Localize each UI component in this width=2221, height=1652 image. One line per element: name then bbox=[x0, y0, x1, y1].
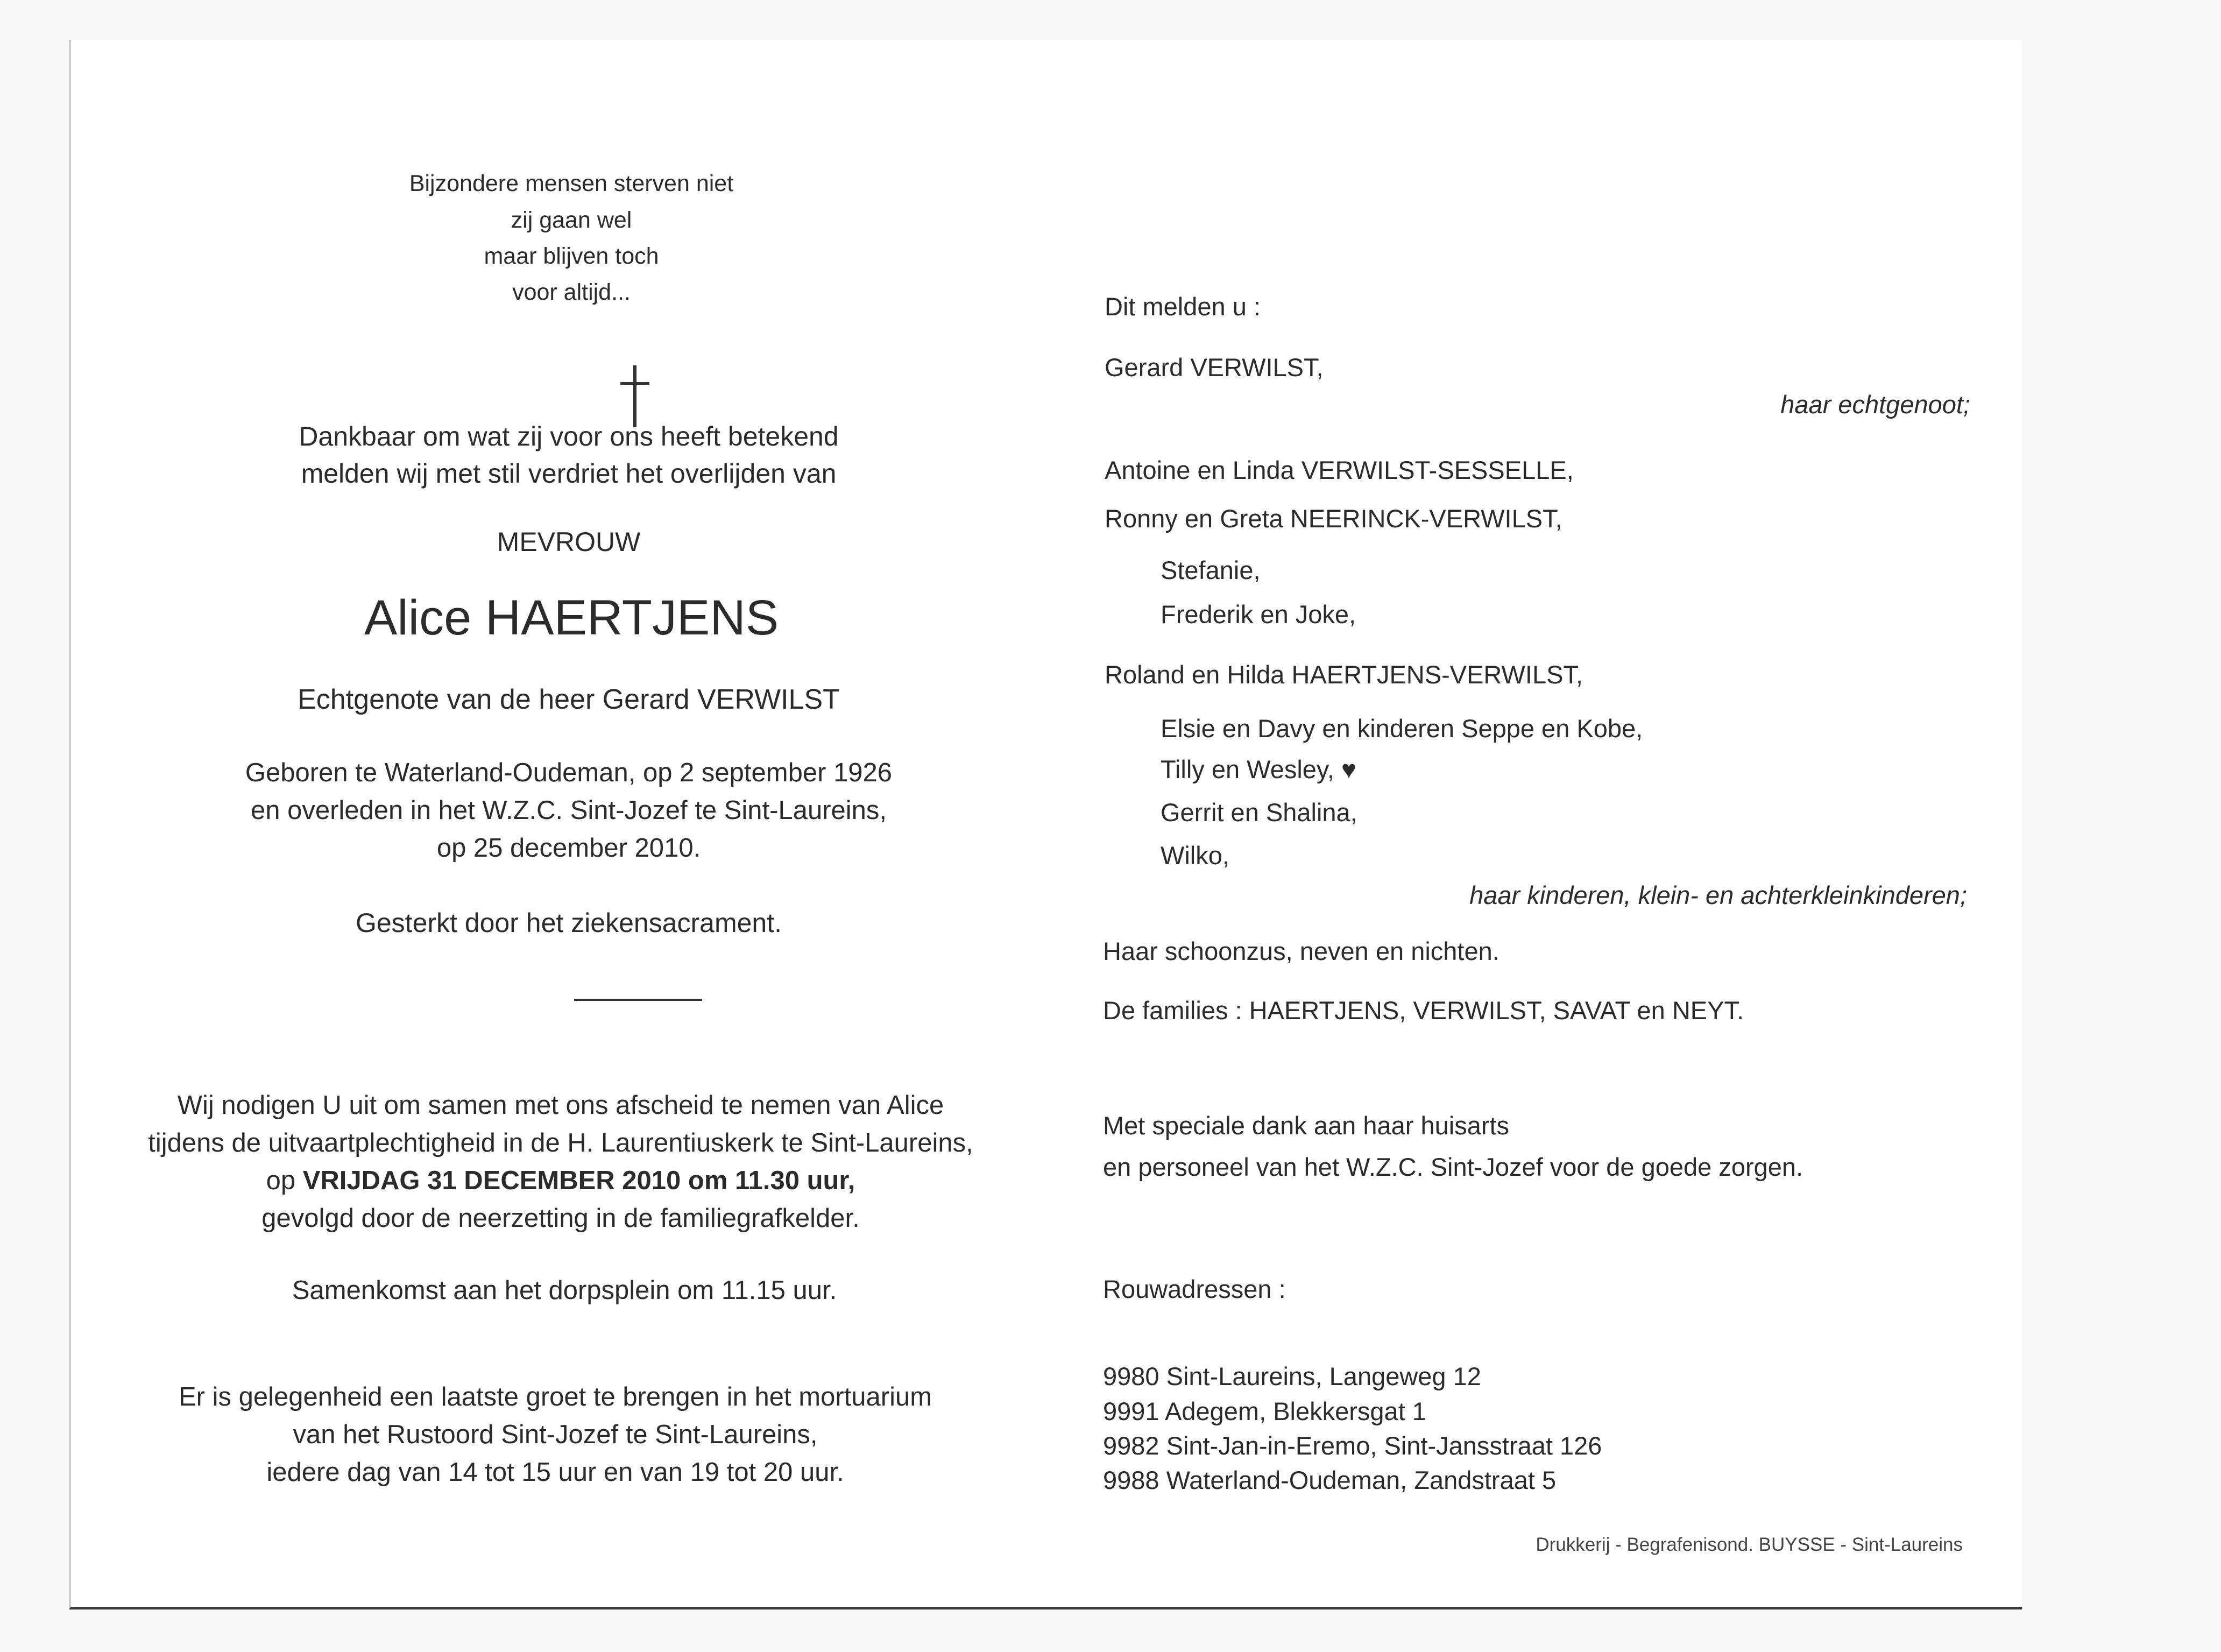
printer-credit: Drukkerij - Begrafenisond. BUYSSE - Sint-Laureins bbox=[1536, 1534, 1963, 1555]
invitation-line: Wij nodigen U uit om samen met ons afscheid te nemen van Alice bbox=[177, 1091, 944, 1120]
address-line: 9982 Sint-Jan-in-Eremo, Sint-Jansstraat 126 bbox=[1103, 1431, 1602, 1460]
spouse-line: Echtgenote van de heer Gerard VERWILST bbox=[298, 684, 840, 715]
husband-role: haar echtgenoot; bbox=[1780, 390, 1970, 419]
birth-death-line: en overleden in het W.Z.C. Sint-Jozef te Sint-Laureins, bbox=[250, 796, 887, 825]
announce-line: Dit melden u : bbox=[1105, 292, 1261, 321]
grandchild: Wilko, bbox=[1161, 841, 1229, 870]
funeral-date: VRIJDAG 31 DECEMBER 2010 om 11.30 uur, bbox=[302, 1166, 855, 1195]
address-line: 9980 Sint-Laureins, Langeweg 12 bbox=[1103, 1362, 1481, 1390]
memorial-card bbox=[69, 40, 2022, 1609]
birth-death-line: Geboren te Waterland-Oudeman, op 2 september 1926 bbox=[245, 758, 893, 787]
grandchild: Stefanie, bbox=[1161, 556, 1261, 584]
honorific: MEVROUW bbox=[497, 527, 641, 557]
families-line: De families : HAERTJENS, VERWILST, SAVAT en NEYT. bbox=[1103, 996, 1744, 1025]
address-line: 9991 Adegem, Blekkersgat 1 bbox=[1103, 1397, 1426, 1425]
grandchild: Frederik en Joke, bbox=[1161, 600, 1356, 629]
invitation-prefix: op bbox=[266, 1166, 296, 1195]
deceased-name: Alice HAERTJENS bbox=[364, 590, 779, 645]
poem-line: maar blijven toch bbox=[484, 243, 659, 269]
gathering-line: Samenkomst aan het dorpsplein om 11.15 uur. bbox=[292, 1276, 837, 1305]
sacrament-line: Gesterkt door het ziekensacrament. bbox=[355, 908, 782, 938]
grandchild: Elsie en Davy en kinderen Seppe en Kobe, bbox=[1161, 714, 1643, 743]
address-line: 9988 Waterland-Oudeman, Zandstraat 5 bbox=[1103, 1466, 1557, 1494]
poem-line: Bijzondere mensen sterven niet bbox=[409, 171, 734, 196]
poem-line: zij gaan wel bbox=[511, 207, 632, 233]
mortuarium-line: van het Rustoord Sint-Jozef te Sint-Laureins, bbox=[293, 1420, 818, 1449]
invitation-date-line bbox=[266, 1168, 855, 1194]
child-family: Antoine en Linda VERWILST-SESSELLE, bbox=[1105, 456, 1574, 484]
husband-name: Gerard VERWILST, bbox=[1105, 353, 1324, 382]
thanks-line: en personeel van het W.Z.C. Sint-Jozef voor de goede zorgen. bbox=[1103, 1153, 1803, 1181]
child-family: Roland en Hilda HAERTJENS-VERWILST, bbox=[1105, 660, 1583, 689]
invitation-line: tijdens de uitvaartplechtigheid in de H. Laurentiuskerk te Sint-Laureins, bbox=[148, 1128, 973, 1157]
grandchild: Gerrit en Shalina, bbox=[1161, 798, 1357, 827]
birth-death-line: op 25 december 2010. bbox=[436, 834, 701, 863]
intro-line: Dankbaar om wat zij voor ons heeft betekend bbox=[299, 421, 839, 451]
thanks-line: Met speciale dank aan haar huisarts bbox=[1103, 1111, 1510, 1140]
mortuarium-line: Er is gelegenheid een laatste groet te brengen in het mortuarium bbox=[178, 1382, 932, 1411]
children-role: haar kinderen, klein- en achterkleinkinderen; bbox=[1469, 881, 1967, 909]
grandchild: Tilly en Wesley, ♥ bbox=[1161, 755, 1356, 783]
relatives-line: Haar schoonzus, neven en nichten. bbox=[1103, 937, 1499, 965]
poem-line: voor altijd... bbox=[512, 279, 631, 305]
intro-line: melden wij met stil verdriet het overlijden van bbox=[301, 458, 837, 489]
mortuarium-line: iedere dag van 14 tot 15 uur en van 19 tot 20 uur. bbox=[266, 1458, 844, 1487]
invitation-line: gevolgd door de neerzetting in de familiegrafkelder. bbox=[261, 1204, 860, 1233]
divider bbox=[574, 999, 702, 1001]
addresses-label: Rouwadressen : bbox=[1103, 1275, 1286, 1303]
child-family: Ronny en Greta NEERINCK-VERWILST, bbox=[1105, 504, 1562, 533]
